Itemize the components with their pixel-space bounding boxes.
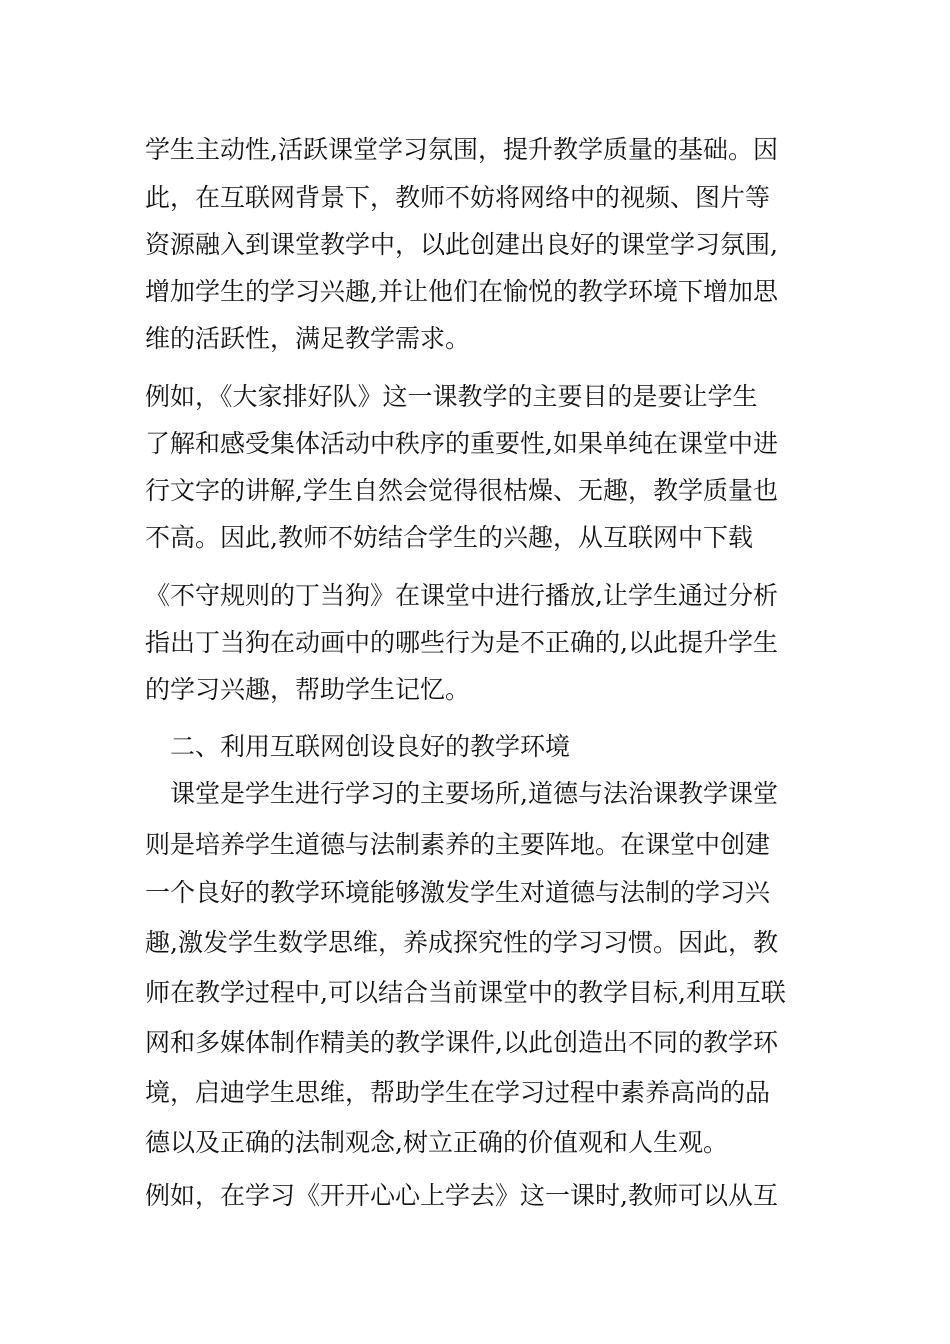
text-line: 一个良好的教学环境能够激发学生对道德与法制的学习兴 (145, 878, 771, 907)
text-line: 了解和感受集体活动中秩序的重要性,如果单纯在课堂中进 (145, 429, 778, 458)
text-line: 行文字的讲解,学生自然会觉得很枯燥、无趣，教学质量也 (145, 476, 778, 505)
text-line: 学生主动性,活跃课堂学习氛围，提升教学质量的基础。因 (145, 135, 778, 164)
text-line: 则是培养学生道德与法制素养的主要阵地。在课堂中创建 (145, 830, 771, 859)
paragraph-start-line: 课堂是学生进行学习的主要场所,道德与法治课教学课堂 (145, 779, 778, 808)
text-line: 不高。因此,教师不妨结合学生的兴趣，从互联网中下载 (145, 523, 753, 552)
text-line: 资源融入到课堂教学中，以此创建出良好的课堂学习氛围, (145, 230, 778, 259)
text-line: 师在教学过程中,可以结合当前课堂中的教学目标,利用互联 (145, 978, 786, 1007)
text-line: 的学习兴趣，帮助学生记忆。 (145, 675, 471, 704)
text-line: 维的活跃性，满足教学需求。 (145, 324, 471, 353)
text-line: 《不守规则的丁当狗》在课堂中进行播放,让学生通过分析 (145, 581, 778, 610)
paragraph-start-line: 例如，在学习《开开心心上学去》这一课时,教师可以从互 (145, 1181, 778, 1210)
text-line: 德以及正确的法制观念,树立正确的价值观和人生观。 (145, 1128, 728, 1157)
section-heading: 二、利用互联网创设良好的教学环境 (145, 732, 571, 761)
paragraph-start-line: 例如，《大家排好队》这一课教学的主要目的是要让学生 (145, 382, 758, 411)
text-line: 网和多媒体制作精美的教学课件,以此创造出不同的教学环 (145, 1028, 778, 1057)
text-line: 境，启迪学生思维，帮助学生在学习过程中素养高尚的品 (145, 1078, 771, 1107)
text-line: 趣,激发学生数学思维，养成探究性的学习习惯。因此，教 (145, 928, 778, 957)
text-line: 增加学生的学习兴趣,并让他们在愉悦的教学环境下增加思 (145, 277, 778, 306)
text-line: 指出丁当狗在动画中的哪些行为是不正确的,以此提升学生 (145, 628, 778, 657)
text-line: 此，在互联网背景下，教师不妨将网络中的视频、图片等 (145, 183, 771, 212)
